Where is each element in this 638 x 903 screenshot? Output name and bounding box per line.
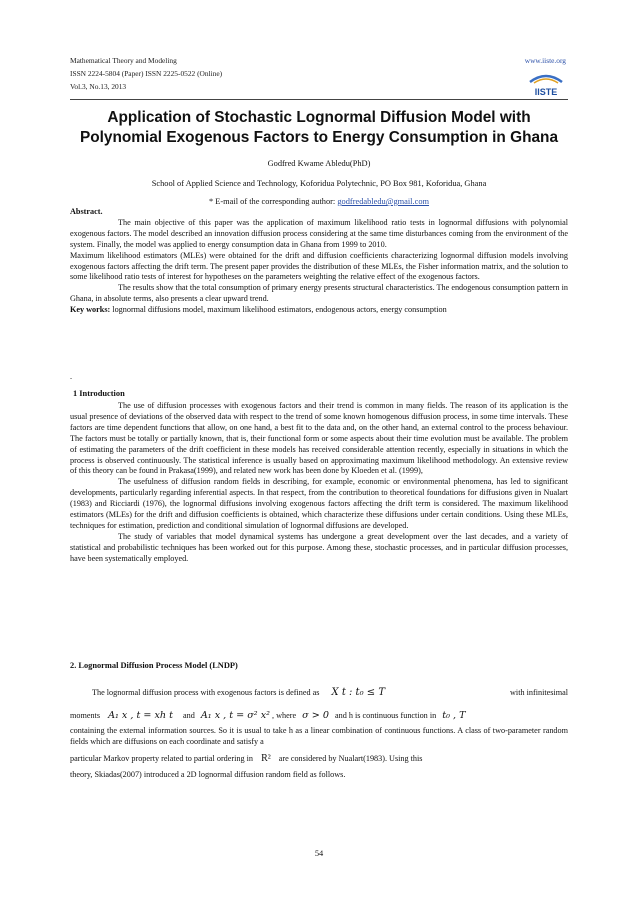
title-line-1: Application of Stochastic Lognormal Diffusion Model with [107, 109, 531, 126]
issn-line: ISSN 2224-5804 (Paper) ISSN 2225-0522 (Online) [70, 69, 223, 78]
intro-paragraph-3: The study of variables that model dynamical systems has undergone a great development over the last decades, and a variety of statistical and probabilistic techniques has been worked out for this purpose. Among these, stochastic processes, and in particular diffusion processes, have been systematically employed. [70, 531, 568, 563]
header-rule [70, 99, 568, 100]
drift-moment-math: A₁ x , t = xh t [108, 710, 173, 721]
sec2-line2-moments: moments [70, 711, 101, 720]
email-line [70, 196, 568, 207]
intro-paragraph-1: The use of diffusion processes with exogenous factors and their trend is common in many fields. The reason of its application is the usual presence of deviations of the observed data with respect to the trend of some known homogenous diffusion process, in some time intervals. These factors are time dependent functions that allow, on one hand, a best fit to the data and, on the other hand, an external control to the process behaviour. The factors must be totally or partially known, that is, their functional form or some aspects about their time evolution must be available. The problem of estimating the parameters of the drift coefficient in these models has received considerable attention recently, especially in situations in which the process is observed continuously. The statistical inference is usually based on approximating maximum likelihood methodology. An extensive review of this theory can be found in Prakasa(1999), and related new work has been done by Kloeden et al. (1999), [70, 401, 568, 476]
sec2-line1-text-b: with infinitesimal [510, 688, 568, 697]
introduction-section [70, 401, 568, 565]
diffusion-moment-math: A₁ x , t = σ² x² [200, 710, 270, 721]
intro-paragraph-2: The usefulness of diffusion random fields in describing, for example, economic or environmental phenomena, has led to significant developments, particularly regarding inferential aspects. In that respect, from the contribution to theoretical foundations for diffusions given in Nualart (1983) and Ricciardi (1976), the lognormal diffusions involving exogenous factors affecting the drift term is considered. The maximum likelihood estimators (MLEs) for the drift and diffusion coefficients is obtained, which characterize these diffusions under certain conditions. Using these MLEs, techniques for estimation, prediction and conditional simulation of lognormal diffusions are developed. [70, 477, 568, 530]
volume-line: Vol.3, No.13, 2013 [70, 82, 127, 91]
section-2-line-4 [70, 754, 568, 765]
process-definition-math: X t : t₀ ≤ T [331, 687, 385, 698]
section-2-line-5: theory, Skiadas(2007) introduced a 2D lognormal diffusion random field as follows. [70, 770, 346, 779]
journal-url-link[interactable]: www.iiste.org [524, 56, 566, 65]
sec2-line1-text-a: The lognormal diffusion process with exogenous factors is defined as [92, 688, 320, 697]
section-2-heading: 2. Lognormal Diffusion Process Model (LNDP) [70, 661, 238, 670]
abstract-heading: Abstract. [70, 207, 103, 216]
keywords-text: lognormal diffusions model, maximum likelihood estimators, endogenous actors, energy consumption [110, 305, 447, 315]
title-line-2: Polynomial Exogenous Factors to Energy Consumption in Ghana [79, 129, 559, 146]
abstract-paragraph-2: Maximum likelihood estimators (MLEs) were obtained for the drift and diffusion coefficients characterizing lognormal diffusion models involving exogenous factors affecting the drift term. The present paper provides the distribution of these MLEs, the Fisher information matrix, and the solution to some likelihood ratio tests of interest for hypotheses on the parameters weighting the relative effect of the exogenous factors. [70, 250, 568, 282]
logo-text: IISTE [534, 87, 558, 97]
introduction-heading: 1 Introduction [73, 389, 125, 398]
keywords-line [70, 305, 568, 316]
affiliation: School of Applied Science and Technology, Koforidua Polytechnic, PO Box 981, Koforidua, Ghana [151, 179, 487, 188]
sec2-line2-and: and [183, 711, 195, 720]
sec2-line4-text-b: are considered by Nualart(1983). Using this [278, 754, 423, 763]
sec2-line2-continuous: and h is continuous function in [335, 711, 437, 720]
paper-title [70, 108, 568, 148]
interval-math: t₀ , T [442, 710, 466, 721]
keywords-label: Key works: [70, 305, 111, 315]
section-2-paragraph [70, 726, 568, 748]
abstract-paragraph-3: The results show that the total consumption of primary energy presents structural characteristics. The endogenous consumption pattern in Ghana, in absolute terms, also presents a clear upward trend. [70, 283, 568, 304]
section-2-line-2 [70, 711, 568, 722]
email-link[interactable]: godfredabledu@gmail.com [337, 197, 430, 206]
email-prefix: * E-mail of the corresponding author: [208, 197, 338, 206]
abstract-section [70, 207, 568, 316]
r-squared-math: R² [261, 753, 271, 764]
journal-name: Mathematical Theory and Modeling [70, 56, 177, 65]
stray-dot: . [70, 372, 73, 381]
sec2-line4-text-a: particular Markov property related to partial ordering in [70, 754, 254, 763]
page-number: 54 [314, 849, 324, 858]
abstract-paragraph-1: The main objective of this paper was the application of maximum likelihood ratio tests in lognormal diffusions with polynomial exogenous factors. The model described an innovation diffusion process considering at the same time disturbances coming from the environment of the system. Finally, the model was applied to energy consumption data in Ghana from 1999 to 2010. [70, 217, 568, 249]
sec2-paragraph-text: containing the external information sources. So it is usual to take h as a linear combination of continuous functions. A class of two-parameter random fields which are diffusions on each coordinate and satisfy a [70, 726, 568, 746]
sec2-line2-where: , where [272, 711, 297, 720]
iiste-logo [526, 70, 566, 100]
section-2-line-1 [70, 688, 568, 699]
author-name: Godfred Kwame Abledu(PhD) [267, 159, 371, 168]
sigma-condition-math: σ > 0 [302, 710, 329, 721]
